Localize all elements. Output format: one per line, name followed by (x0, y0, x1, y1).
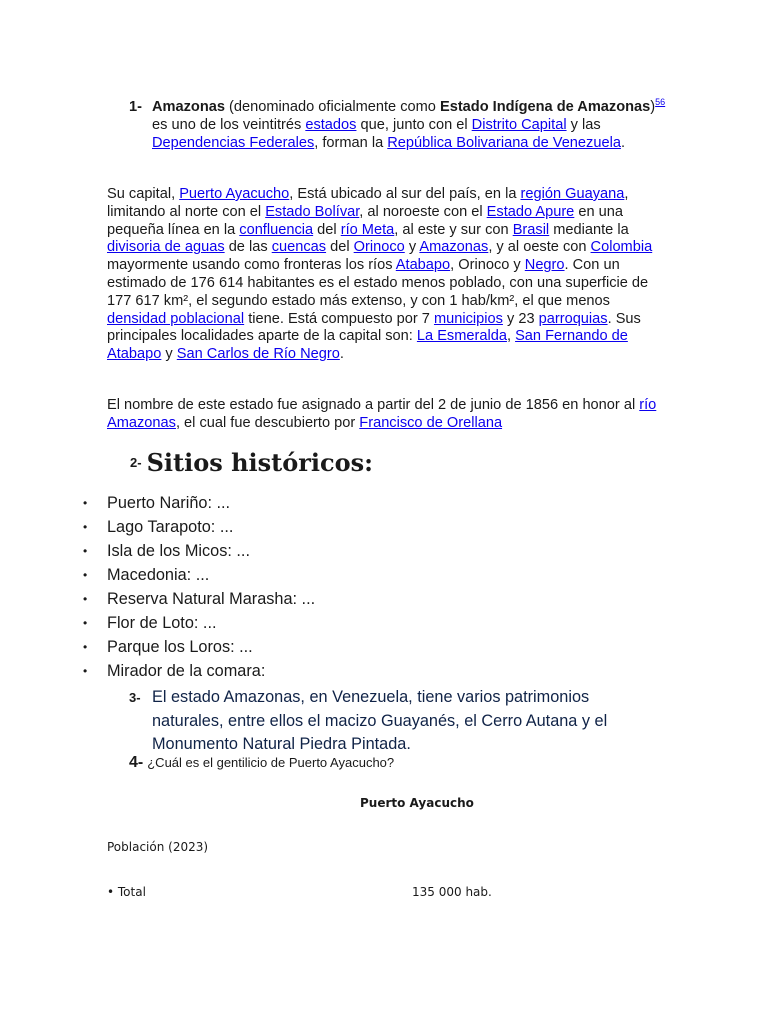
list-item: • Flor de Loto: ... (83, 611, 315, 635)
text-run: del (326, 239, 354, 256)
list-item: • Puerto Nariño: ... (83, 491, 315, 515)
text-run: mayormente usando como fronteras los ríos (107, 257, 396, 274)
text-run: , al este y sur con (394, 221, 513, 238)
heading-title: Sitios históricos: (146, 448, 374, 477)
link-dependencias-federales[interactable]: Dependencias Federales (152, 134, 315, 151)
infobox-title: Puerto Ayacucho (360, 796, 474, 810)
list-item-1 (129, 99, 669, 152)
text-run: y 23 (502, 310, 539, 327)
text-run: , Está ubicado al sur del país, en la (289, 186, 521, 202)
link-orinoco[interactable]: Orinoco (353, 239, 405, 256)
total-label: • Total (107, 885, 146, 899)
text-run: es uno de los veintitrés (152, 116, 306, 133)
text-run: en una pequeña línea en la (107, 203, 624, 238)
link-cuencas[interactable]: cuencas (271, 239, 327, 256)
link-region-guayana[interactable]: región Guayana (520, 186, 625, 202)
paragraph-name-origin (107, 397, 657, 433)
list-item: • Macedonia: ... (83, 563, 315, 587)
paragraph-capital (107, 186, 657, 364)
list-item-4 (129, 754, 394, 772)
link-puerto-ayacucho[interactable]: Puerto Ayacucho (179, 186, 290, 202)
link-san-carlos-de-rio-negro[interactable]: San Carlos de Río Negro (176, 346, 340, 363)
text-run: , forman la (314, 134, 388, 151)
item-number: 1- (129, 99, 142, 115)
text-run: , y al oeste con (488, 239, 591, 256)
footnote-link[interactable]: 56 (655, 97, 666, 108)
link-estado-apure[interactable]: Estado Apure (486, 203, 575, 220)
link-republica-bolivariana[interactable]: República Bolivariana de Venezuela (387, 134, 621, 151)
link-densidad-poblacional[interactable]: densidad poblacional (107, 310, 245, 327)
item-number: 3- (129, 690, 141, 705)
section-heading (130, 448, 373, 477)
link-rio-amazonas[interactable]: río Amazonas (107, 397, 657, 431)
item-3-text: El estado Amazonas, en Venezuela, tiene varios patrimonios naturales, entre ellos el macizo Guayanés, el Cerro Autana y el Monumento Natural Piedra Pintada. (152, 688, 608, 753)
text-run: de las (224, 239, 272, 256)
text-run: . Sus principales localidades aparte de la capital son: (107, 310, 641, 345)
text-run: . (620, 134, 625, 151)
bold-official-name: Estado Indígena de Amazonas (439, 99, 651, 115)
item-1-text (152, 99, 669, 152)
link-amazonas[interactable]: Amazonas (419, 239, 489, 256)
text-run: y (161, 346, 177, 363)
text-run: y (404, 239, 420, 256)
bold-amazonas: Amazonas (152, 99, 225, 115)
link-confluencia[interactable]: confluencia (239, 221, 314, 238)
list-item: • Mirador de la comara: (83, 659, 315, 683)
list-item: • Reserva Natural Marasha: ... (83, 587, 315, 611)
total-value: 135 000 hab. (412, 885, 492, 899)
link-negro[interactable]: Negro (524, 257, 565, 274)
text-run: (denominado oficialmente como (225, 99, 440, 115)
text-run: y las (566, 116, 601, 133)
link-parroquias[interactable]: parroquias (538, 310, 608, 327)
link-estados[interactable]: estados (305, 116, 357, 133)
text-run: tiene. Está compuesto por 7 (244, 310, 434, 327)
text-run: , Orinoco y (450, 257, 525, 274)
text-run: El nombre de este estado fue asignado a partir del 2 de junio de 1856 en honor al (107, 397, 640, 413)
text-run: del (313, 221, 341, 238)
list-item: • Parque los Loros: ... (83, 635, 315, 659)
link-la-esmeralda[interactable]: La Esmeralda (416, 328, 507, 345)
question-text: ¿Cuál es el gentilicio de Puerto Ayacucho? (147, 755, 395, 770)
link-brasil[interactable]: Brasil (512, 221, 550, 238)
text-run: , (506, 328, 516, 345)
list-item: • Isla de los Micos: ... (83, 539, 315, 563)
link-colombia[interactable]: Colombia (590, 239, 653, 256)
text-run: Su capital, (107, 186, 180, 202)
text-run: , al noroeste con el (359, 203, 487, 220)
text-run: . (339, 346, 344, 363)
link-san-fernando-de-atabapo[interactable]: San Fernando de Atabapo (107, 328, 628, 363)
historic-sites-list (83, 491, 315, 683)
item-number: 4- (129, 754, 144, 771)
text-run: , limitando al norte con el (107, 186, 629, 220)
link-estado-bolivar[interactable]: Estado Bolívar (265, 203, 360, 220)
population-label: Población (2023) (107, 840, 209, 854)
link-rio-meta[interactable]: río Meta (340, 221, 395, 238)
text-run: , el cual fue descubierto por (175, 414, 360, 431)
link-distrito-capital[interactable]: Distrito Capital (471, 116, 567, 133)
link-municipios[interactable]: municipios (433, 310, 503, 327)
link-atabapo[interactable]: Atabapo (395, 257, 451, 274)
text-run: que, junto con el (356, 116, 472, 133)
heading-number: 2- (130, 455, 142, 470)
link-francisco-de-orellana[interactable]: Francisco de Orellana (359, 414, 503, 431)
text-run: ) (650, 99, 656, 115)
text-run: mediante la (549, 221, 629, 238)
list-item-3 (129, 686, 649, 757)
text-run: . Con un estimado de 176 614 habitantes es el estado menos poblado, con una superficie de 177 617 km², el segundo estado más extenso, y con 1 hab/km², el que menos (107, 257, 649, 309)
list-item: • Lago Tarapoto: ... (83, 515, 315, 539)
link-divisoria-de-aguas[interactable]: divisoria de aguas (107, 239, 225, 256)
